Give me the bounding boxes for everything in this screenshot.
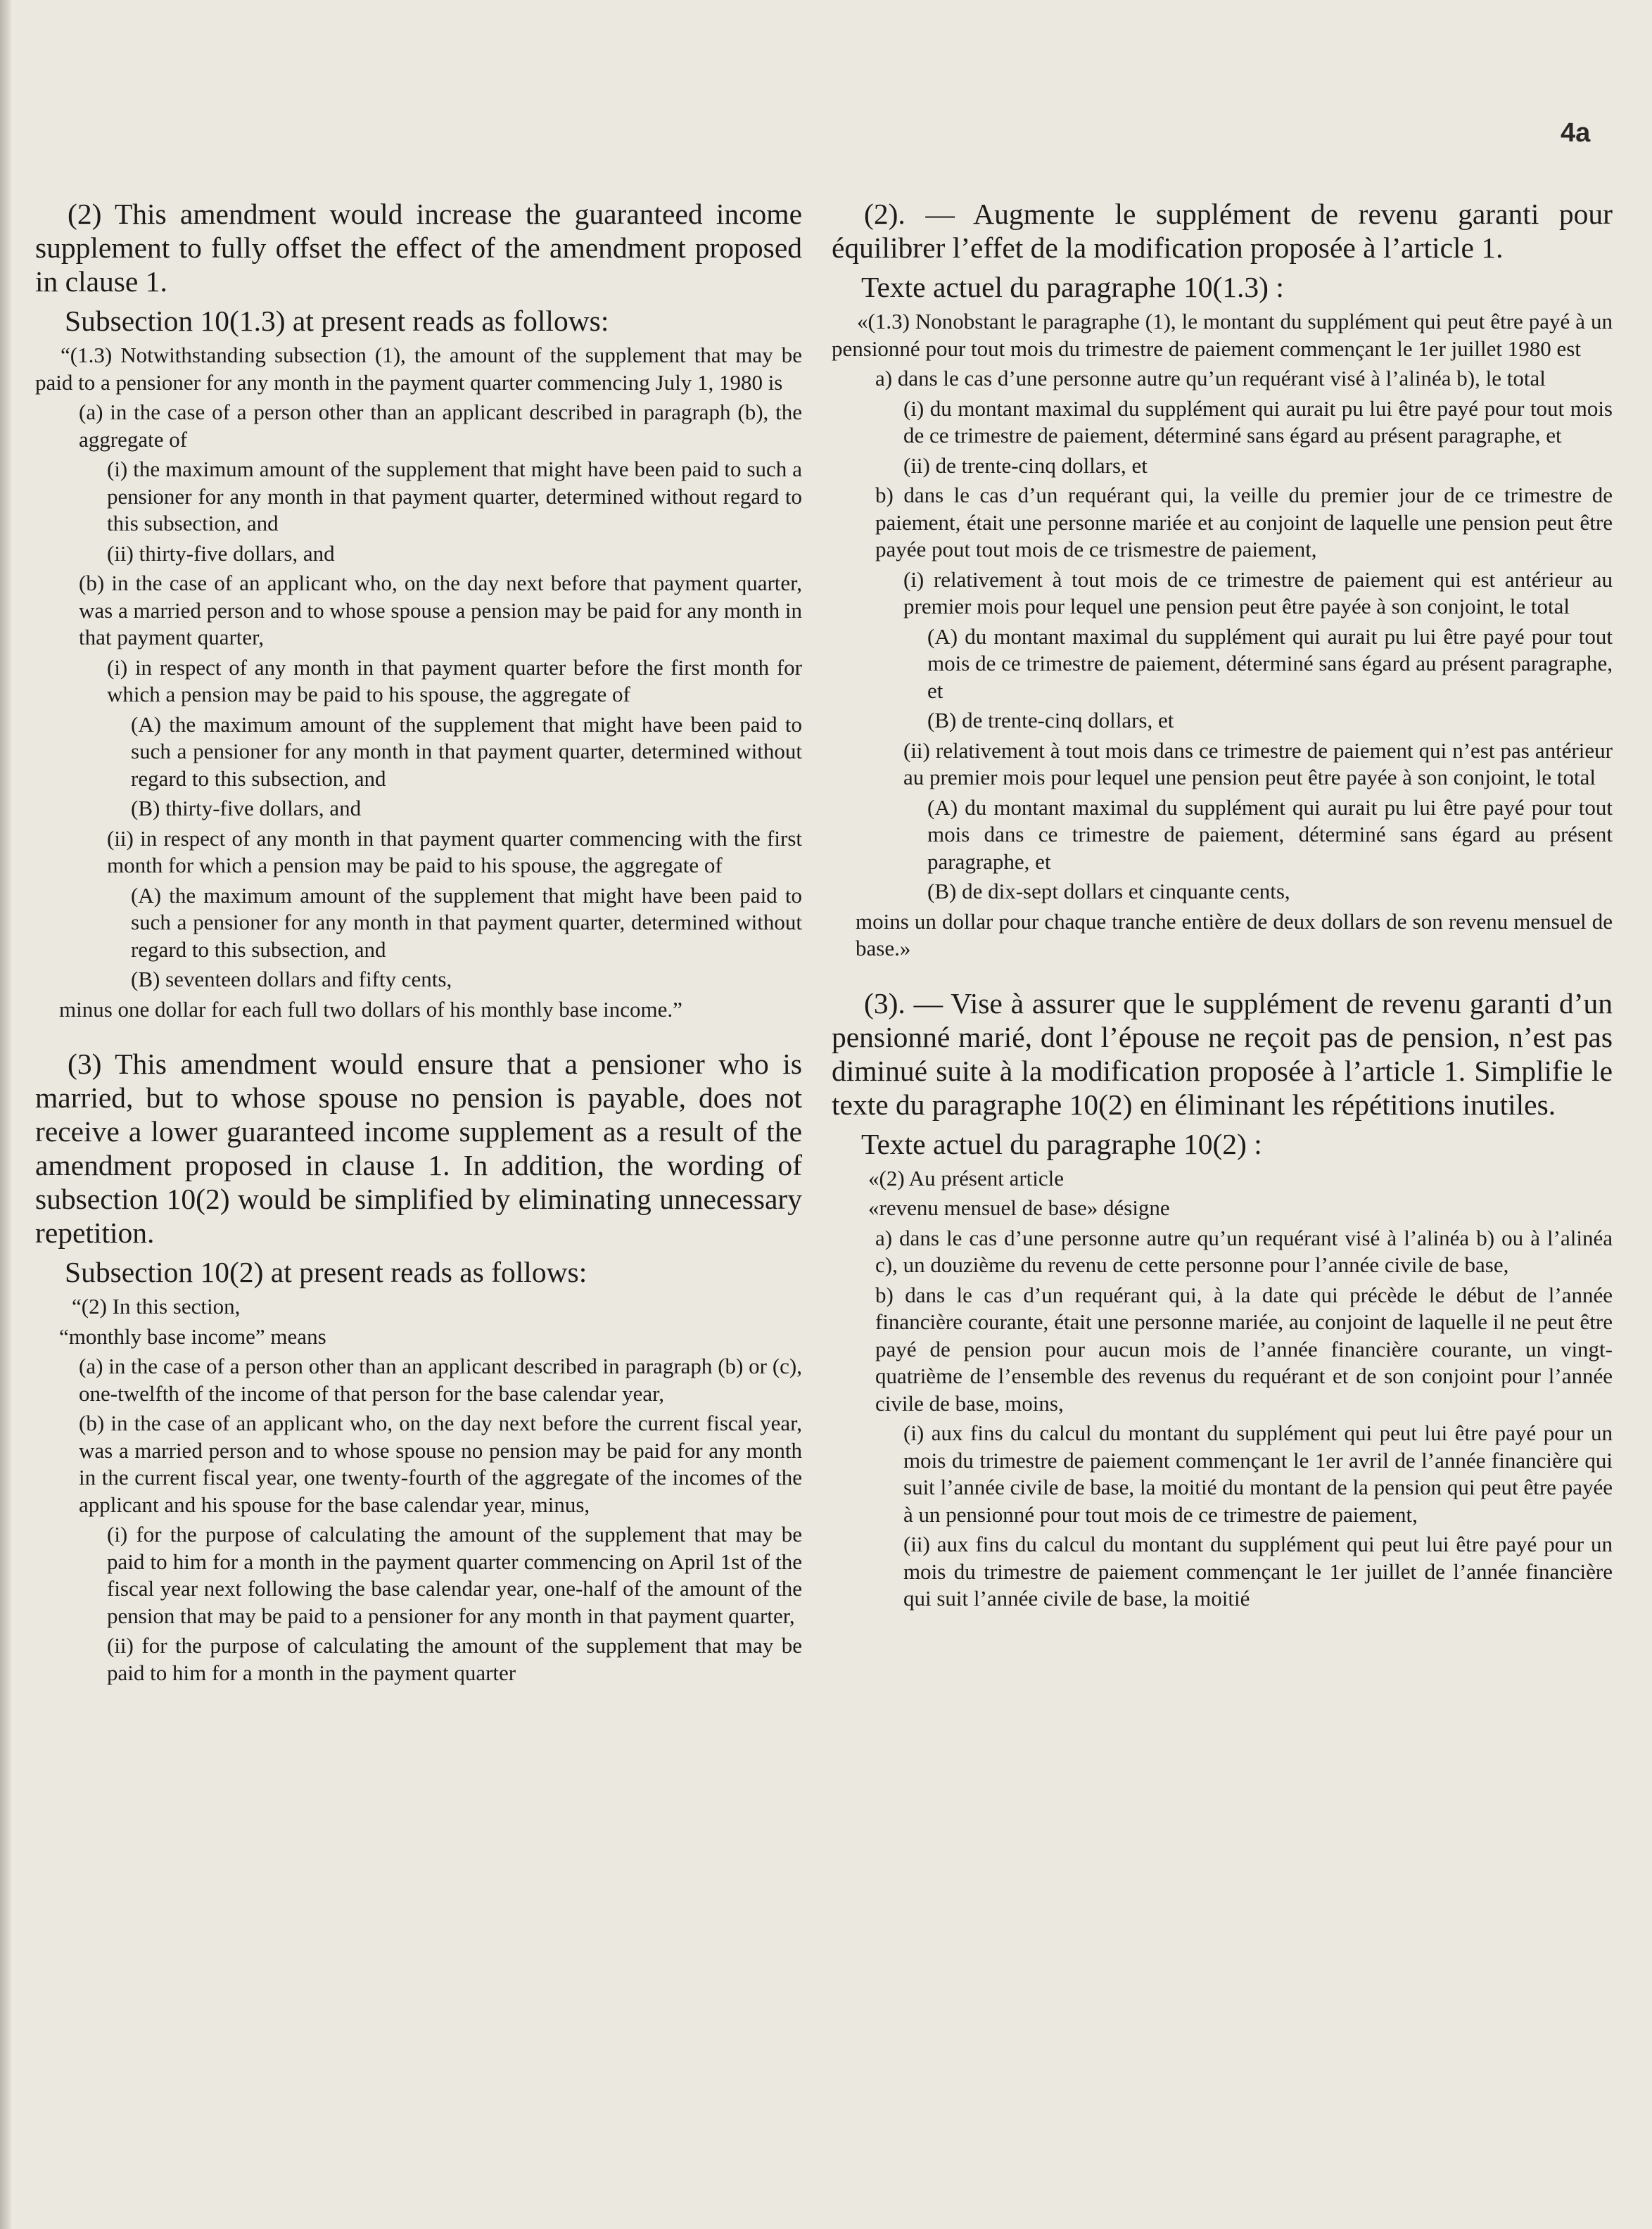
quote-2-b-i: (i) for the purpose of calculating the amount of the supplement that may be paid to him for a month in the payment quarter commencing on April 1st of the fiscal year next following the base calendar year, one-half of the amount of the pension that may be paid to a pensioner for any month in that payment quarter,: [107, 1522, 802, 1628]
citation-2-intro: «(2) Au présent article: [868, 1165, 1065, 1190]
citation-1-3-a-i: (i) du montant maximal du supplément qui aurait pu lui être payé pour tout mois de ce trimestre de paiement, déterminé sans égard au présent paragraphe, et: [903, 395, 1613, 447]
citation-1-3-b-i: (i) relativement à tout mois de ce trimestre de paiement qui est antérieur au premier mois pour lequel une pension peut être payée à son conjoint, le total: [903, 566, 1613, 618]
french-column: [832, 197, 1613, 1615]
quote-1-3-b-ii-B: (B) seventeen dollars and fifty cents,: [131, 967, 452, 991]
citation-2-a: a) dans le cas d’une personne autre qu’un requérant visé à l’alinéa b) ou à l’alinéa c), un douzième du revenu de cette personne pour l’année civile de base,: [875, 1225, 1613, 1277]
quote-1-3-a-i: (i) the maximum amount of the supplement that might have been paid to such a pensioner for any month in that payment quarter, determined without regard to this subsection, and: [107, 457, 802, 535]
heading-subsection-10-2: Subsection 10(2) at present reads as follows:: [65, 1256, 587, 1288]
citation-1-3-moins: moins un dollar pour chaque tranche entière de deux dollars de son revenu mensuel de base.»: [856, 908, 1613, 960]
quote-1-3-b-ii-A: (A) the maximum amount of the supplement that might have been paid to such a pensioner for any month in that payment quarter, determined without regard to this subsection, and: [131, 882, 802, 962]
quote-2-intro: “(2) In this section,: [72, 1294, 241, 1319]
quote-1-3-intro: “(1.3) Notwithstanding subsection (1), the amount of the supplement that may be paid to a pensioner for any month in the payment quarter commencing July 1, 1980 is: [35, 343, 802, 395]
quote-2-b-ii: (ii) for the purpose of calculating the amount of the supplement that may be paid to him for a month in the payment quarter: [107, 1633, 802, 1685]
citation-1-3-b-ii-B: (B) de dix-sept dollars et cinquante cents,: [927, 879, 1290, 903]
quote-1-3-a: (a) in the case of a person other than an applicant described in paragraph (b), the aggregate of: [79, 400, 802, 452]
note-explicative-3: (3). — Vise à assurer que le supplément de revenu garanti d’un pensionné marié, dont l’épouse ne reçoit pas de pension, n’est pas diminué suite à la modification proposée à l’article 1. Simplifie le texte du paragraphe 10(2) en éliminant les répétitions inutiles.: [832, 986, 1613, 1121]
heading-subsection-10-1-3: Subsection 10(1.3) at present reads as follows:: [65, 305, 609, 337]
citation-2-definition: «revenu mensuel de base» désigne: [868, 1195, 1170, 1220]
citation-2-b: b) dans le cas d’un requérant qui, à la date qui précède le début de l’année financière courante, était une personne mariée, au conjoint de laquelle il ne peut être payé de pension pour aucun mois de l’année financière courante, un vingt-quatrième de l’ensemble des revenus du requérant et de son conjoint pour l’année civile de base, moins,: [875, 1282, 1613, 1416]
heading-paragraphe-10-1-3: Texte actuel du paragraphe 10(1.3) :: [861, 271, 1284, 303]
quote-1-3-minus: minus one dollar for each full two dollars of his monthly base income.”: [59, 996, 682, 1022]
quote-1-3-b: (b) in the case of an applicant who, on the day next before that payment quarter, was a married person and to whose spouse a pension may be paid for any month in that payment quarter,: [79, 571, 802, 649]
quote-2-definition: “monthly base income” means: [59, 1323, 326, 1349]
page-number: 4a: [1561, 118, 1591, 148]
citation-1-3-intro: «(1.3) Nonobstant le paragraphe (1), le montant du supplément qui peut être payé à un pensionné pour tout mois du trimestre de paiement commençant le 1er juillet 1980 est: [832, 309, 1613, 361]
page-edge-shadow: [0, 0, 11, 2229]
citation-1-3-b-ii: (ii) relativement à tout mois dans ce trimestre de paiement qui n’est pas antérieur au premier mois pour lequel une pension peut être payée à son conjoint, le total: [903, 737, 1613, 789]
citation-1-3-a: a) dans le cas d’une personne autre qu’un requérant visé à l’alinéa b), le total: [875, 366, 1546, 390]
explanatory-note-2: (2) This amendment would increase the guaranteed income supplement to fully offset the effect of the amendment proposed in clause 1.: [35, 198, 802, 298]
quote-2-a: (a) in the case of a person other than an applicant described in paragraph (b) or (c), one-twelfth of the income of that person for the base calendar year,: [79, 1354, 802, 1406]
quote-1-3-b-i-A: (A) the maximum amount of the supplement that might have been paid to such a pensioner for any month in that payment quarter, determined without regard to this subsection, and: [131, 711, 802, 791]
citation-1-3-a-ii: (ii) de trente-cinq dollars, et: [903, 452, 1148, 478]
quote-1-3-b-i: (i) in respect of any month in that payment quarter before the first month for which a pension may be paid to his spouse, the aggregate of: [107, 654, 802, 706]
citation-1-3-b-i-B: (B) de trente-cinq dollars, et: [927, 708, 1174, 732]
citation-1-3-b: b) dans le cas d’un requérant qui, la veille du premier jour de ce trimestre de paiement, était une personne mariée et au conjoint de laquelle une pension peut être payée pout tout mois de ce trismestre de paiement,: [875, 483, 1613, 561]
english-column: [35, 197, 802, 1689]
citation-1-3-b-ii-A: (A) du montant maximal du supplément qui aurait pu lui être payé pour tout mois dans ce trimestre de paiement, déterminé sans égard au présent paragraphe, et: [927, 794, 1613, 874]
quote-1-3-b-i-B: (B) thirty-five dollars, and: [131, 796, 362, 820]
quote-1-3-b-ii: (ii) in respect of any month in that payment quarter commencing with the first month for which a pension may be paid to his spouse, the aggregate of: [107, 825, 802, 877]
quote-1-3-a-ii: (ii) thirty-five dollars, and: [107, 540, 335, 566]
citation-2-b-i: (i) aux fins du calcul du montant du supplément qui peut lui être payé pour un mois du trimestre de paiement commençant le 1er avril de l’année financière qui suit l’année civile de base, la moitié du montant de la pension qui peut être payée à un pensionné pour tout mois de ce trimestre de paiement,: [903, 1421, 1613, 1527]
citation-1-3-b-i-A: (A) du montant maximal du supplément qui aurait pu lui être payé pour tout mois de ce trimestre de paiement, déterminé sans égard au présent paragraphe, et: [927, 623, 1613, 703]
note-explicative-2: (2). — Augmente le supplément de revenu garanti pour équilibrer l’effet de la modification proposée à l’article 1.: [832, 198, 1613, 264]
citation-2-b-ii: (ii) aux fins du calcul du montant du supplément qui peut lui être payé pour un mois du trimestre de paiement commençant le 1er juillet de l’année financière qui suit l’année civile de base, la moitié: [903, 1532, 1613, 1611]
quote-2-b: (b) in the case of an applicant who, on the day next before the current fiscal year, was a married person and to whose spouse no pension may be paid for any month in the current fiscal year, one twenty-fourth of the aggregate of the incomes of the applicant and his spouse for the base calendar year, minus,: [79, 1411, 802, 1517]
explanatory-note-3: (3) This amendment would ensure that a pensioner who is married, but to whose spouse no pension is payable, does not receive a lower guaranteed income supplement as a result of the amendment proposed in clause 1. In addition, the wording of subsection 10(2) would be simplified by eliminating unnecessary repetition.: [35, 1048, 802, 1249]
heading-paragraphe-10-2: Texte actuel du paragraphe 10(2) :: [861, 1127, 1262, 1160]
